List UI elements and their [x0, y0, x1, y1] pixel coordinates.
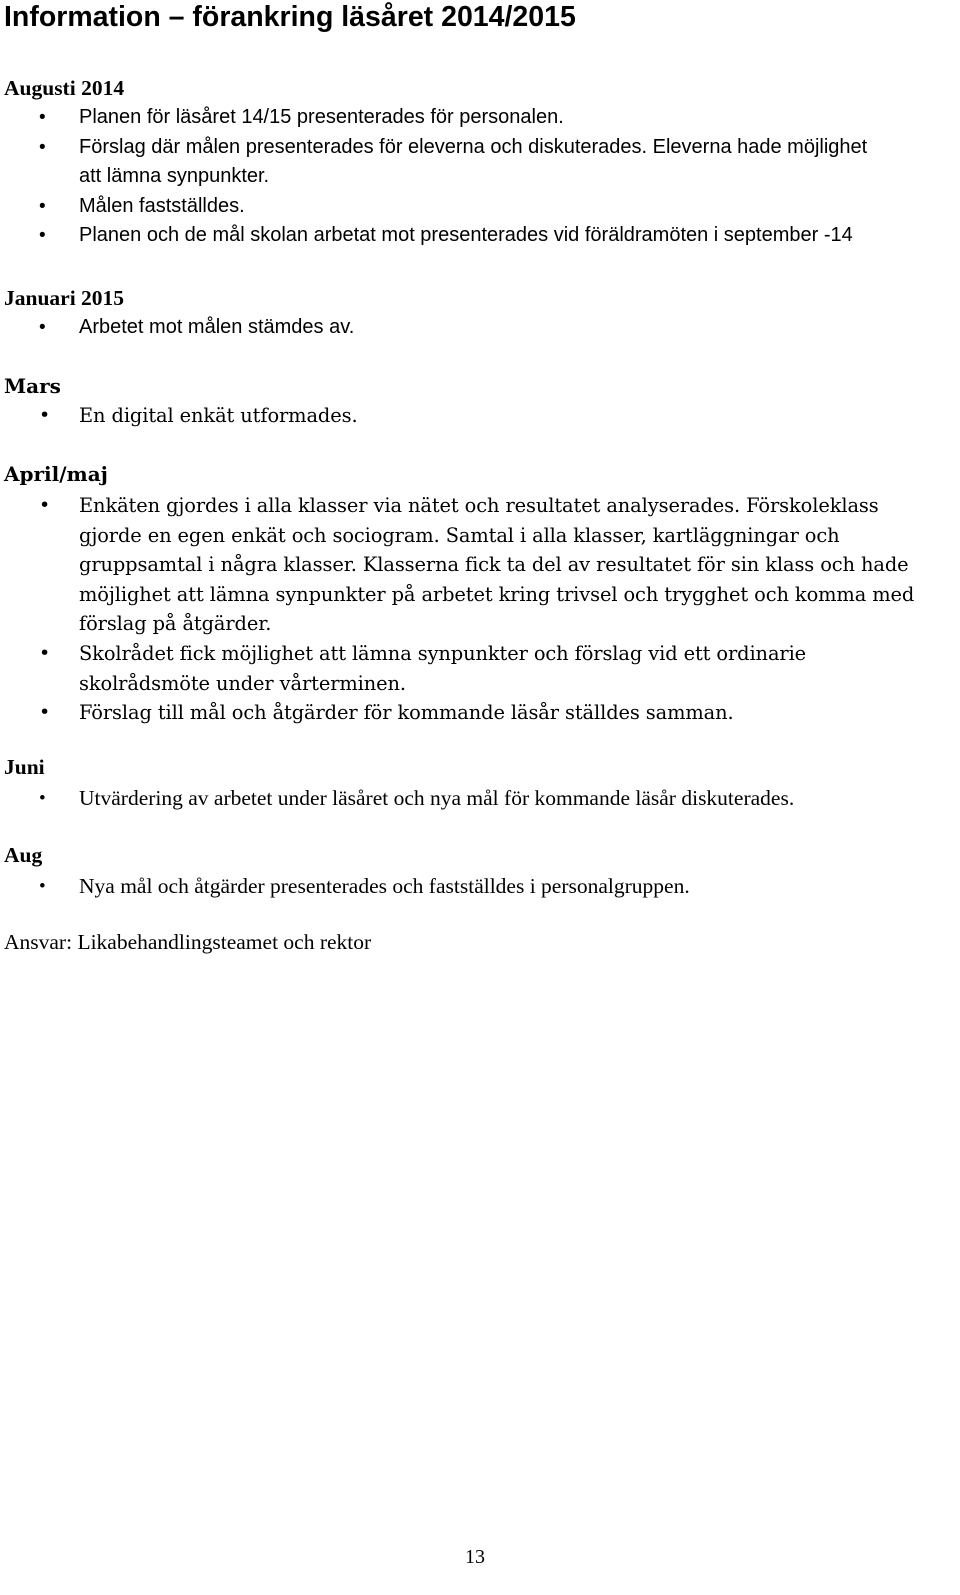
bullet-icon: •	[39, 136, 46, 158]
list-item-text: Planen för läsåret 14/15 presenterades för personalen.	[79, 106, 564, 128]
list-item	[4, 221, 954, 251]
bullet-icon: •	[39, 788, 46, 809]
bullet-icon: •	[39, 641, 51, 664]
section-heading: Aug	[4, 843, 43, 867]
list-item	[4, 872, 954, 902]
list-item	[4, 698, 954, 728]
page-number: 13	[465, 1546, 485, 1568]
list-item	[4, 784, 954, 814]
bullet-icon: •	[39, 225, 46, 247]
page-title: Information – förankring läsåret 2014/2015	[4, 1, 576, 33]
section-aug	[4, 841, 954, 902]
section-april-maj	[4, 460, 954, 728]
list-item-text: Förslag där målen presenterades för eleverna och diskuterades. Eleverna hade möjlighet att lämna synpunkter.	[79, 135, 868, 188]
section-heading: Juni	[4, 755, 45, 779]
list-item	[4, 401, 954, 431]
bullet-icon: •	[39, 701, 51, 724]
list-item-text: Planen och de mål skolan arbetat mot presenterades vid föräldramöten i september -14	[79, 224, 853, 247]
list-item	[4, 491, 939, 639]
bullet-icon: •	[39, 494, 51, 516]
list-item	[4, 192, 954, 222]
section-juni	[4, 753, 954, 814]
list-item	[4, 639, 869, 698]
bullet-list	[4, 784, 954, 814]
section-mars	[4, 372, 954, 431]
list-item-text: Nya mål och åtgärder presenterades och fastställdes i personalgruppen.	[79, 874, 690, 898]
bullet-list	[4, 103, 954, 251]
list-item-text: Förslag till mål och åtgärder för kommande läsår ställdes samman.	[79, 701, 734, 725]
list-item-text: Arbetet mot målen stämdes av.	[79, 316, 355, 338]
list-item	[4, 133, 879, 192]
list-item-text: En digital enkät utformades.	[79, 404, 358, 427]
list-item	[4, 103, 954, 133]
list-item-text: Enkäten gjordes i alla klasser via nätet och resultatet analyserades. Förskoleklass gjorde en egen enkät och sociogram. Samtal i alla klasser, kartläggningar och gruppsamtal i några klasser. Klasserna fick ta del av resultatet för sin klass och hade möjlighet att lämna synpunkter på arbetet kring trivsel och trygghet och komma med förslag på åtgärder.	[79, 494, 915, 636]
bullet-list	[4, 872, 954, 902]
bullet-list	[4, 401, 954, 431]
section-augusti-2014	[4, 74, 954, 251]
list-item	[4, 313, 954, 343]
bullet-icon: •	[39, 107, 46, 128]
bullet-icon: •	[39, 404, 51, 426]
section-heading: April/maj	[4, 462, 108, 486]
list-item-text: Utvärdering av arbetet under läsåret och nya mål för kommande läsår diskuterades.	[79, 786, 795, 810]
responsible-note: Ansvar: Likabehandlingsteamet och rektor	[4, 930, 372, 954]
section-heading: Mars	[4, 374, 61, 398]
section-heading: Augusti 2014	[4, 76, 125, 100]
bullet-icon: •	[39, 876, 46, 897]
list-item-text: Målen fastställdes.	[79, 194, 245, 217]
bullet-list	[4, 313, 954, 343]
bullet-icon: •	[39, 195, 46, 217]
bullet-list	[4, 491, 954, 728]
section-januari-2015	[4, 284, 954, 343]
bullet-icon: •	[39, 317, 46, 338]
list-item-text: Skolrådet fick möjlighet att lämna synpunkter och förslag vid ett ordinarie skolrådsmöte under vårterminen.	[79, 641, 807, 695]
section-heading: Januari 2015	[4, 286, 125, 310]
